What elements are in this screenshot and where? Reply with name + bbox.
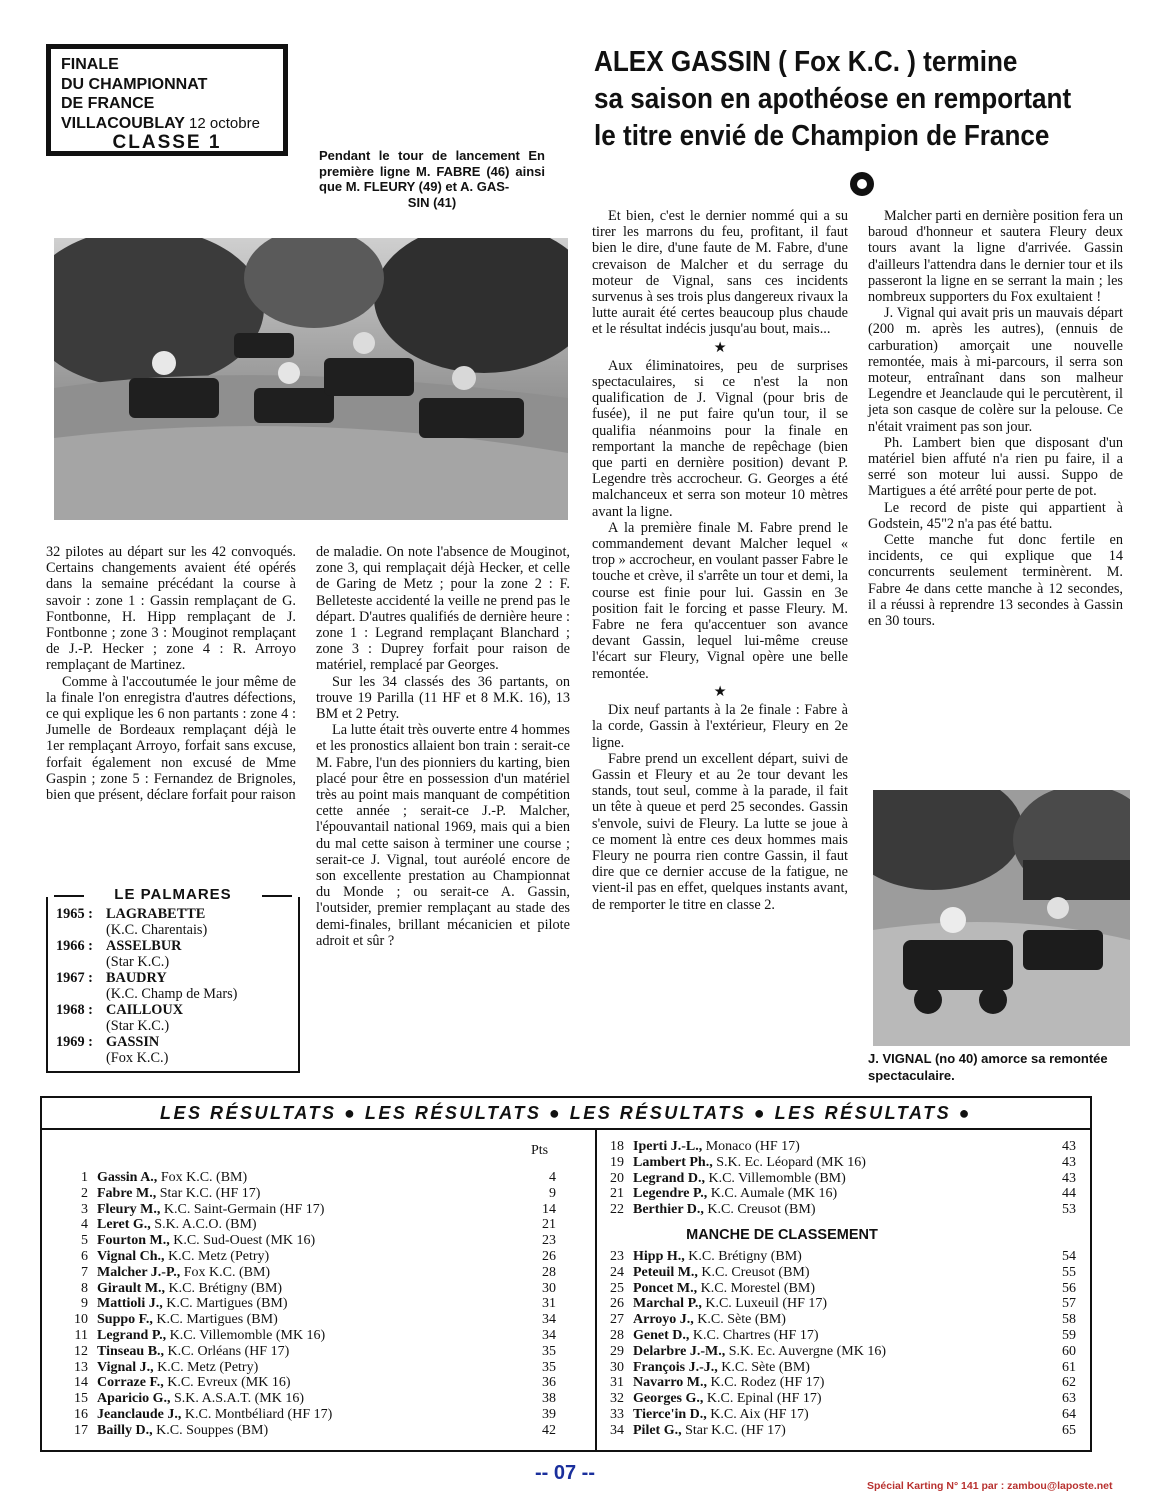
result-driver-name: Tinseau B., bbox=[97, 1343, 165, 1359]
result-row bbox=[60, 1296, 580, 1312]
result-rank: 18 bbox=[610, 1139, 624, 1154]
result-rank: 27 bbox=[610, 1312, 624, 1328]
result-rank: 15 bbox=[74, 1391, 88, 1407]
star-separator-2: ★ bbox=[713, 683, 727, 700]
result-club: K.C. Villemomble (BM) bbox=[704, 1170, 846, 1186]
result-points: 62 bbox=[1062, 1375, 1076, 1391]
result-driver-name: Arroyo J., bbox=[633, 1312, 694, 1328]
result-club: K.C. Epinal (HF 17) bbox=[703, 1391, 822, 1407]
results-list-right-top bbox=[596, 1139, 1086, 1218]
header-line-3: DE FRANCE bbox=[61, 95, 155, 112]
result-row bbox=[60, 1249, 580, 1265]
result-points: 4 bbox=[549, 1170, 556, 1185]
caption-top-text: Pendant le tour de lancement En première ligne M. FABRE (46) ainsi que M. FLEURY (49) et A. GAS- bbox=[319, 148, 545, 194]
palmares-winner bbox=[106, 938, 296, 970]
result-rank: 10 bbox=[74, 1312, 88, 1328]
result-row bbox=[60, 1170, 580, 1186]
result-club: S.K. Ec. Léopard (MK 16) bbox=[712, 1154, 866, 1170]
vignal-kart-photo bbox=[873, 790, 1130, 1046]
result-driver-name: Corraze F., bbox=[97, 1375, 164, 1391]
result-driver-name: Poncet M., bbox=[633, 1280, 698, 1296]
result-row bbox=[596, 1186, 1086, 1202]
result-club: K.C. Aix (HF 17) bbox=[706, 1406, 809, 1422]
result-row bbox=[596, 1296, 1086, 1312]
result-points: 30 bbox=[542, 1280, 556, 1296]
palmares-title: LE PALMARES bbox=[46, 886, 300, 903]
result-driver-name: Legrand P., bbox=[97, 1327, 167, 1343]
photo-caption-top bbox=[319, 148, 545, 210]
palmares-winner bbox=[106, 970, 296, 1002]
result-driver-name: François J.-J., bbox=[633, 1359, 718, 1375]
result-club: K.C. Sète (BM) bbox=[693, 1312, 786, 1328]
header-line-4 bbox=[61, 114, 283, 134]
col3-paragraph-2: Aux éliminatoires, peu de surprises spectaculaires, si ce n'est la non qualification de J. Vignal (pour bris de fusée), il ne put faire qu'un tour, il se qualifia néanmoins pour la finale en remportant la manche de repêchage (bien que parti en dernière position) devant P. Legendre très accrocheur. G. Georges a été malchanceux et serra son moteur 10 mètres avant la ligne. bbox=[592, 357, 848, 520]
article-column-2 bbox=[316, 544, 570, 949]
col2-paragraph-2: Sur les 34 classés des 36 partants, on trouve 19 Parilla (11 HF et 8 M.K. 16), 13 BM et 2 Petry. bbox=[316, 673, 570, 723]
result-rank: 20 bbox=[610, 1170, 624, 1186]
col1-paragraph-1: 32 pilotes au départ sur les 42 convoqués. Certains changements avaient été opérés dans la semaine précédant la course à savoir : zone 1 : Gassin remplaçant de G. Fontbonne, H. Hipp remplaçant de J. Fontbonne ; zone 3 : Mouginot remplaçant de J.-P. Hecker ; zone 4 : R. Arroyo remplaçant de Martinez. bbox=[46, 544, 296, 674]
result-driver-name: Aparicio G., bbox=[97, 1391, 171, 1407]
result-driver-name: Vignal Ch., bbox=[97, 1248, 165, 1264]
result-points: 23 bbox=[542, 1233, 556, 1249]
vignal-kart-photo-image bbox=[873, 790, 1130, 1046]
result-row bbox=[60, 1423, 580, 1439]
palmares-winner-club: (Star K.C.) bbox=[106, 1018, 170, 1034]
result-row bbox=[60, 1375, 580, 1391]
result-club: K.C. Montbéliard (HF 17) bbox=[181, 1406, 333, 1422]
result-driver-name: Genet D., bbox=[633, 1327, 690, 1343]
result-club: K.C. Metz (Petry) bbox=[153, 1359, 259, 1375]
result-rank: 31 bbox=[610, 1375, 624, 1391]
result-row bbox=[596, 1265, 1086, 1281]
result-points: 36 bbox=[542, 1375, 556, 1391]
header-line-1: FINALE bbox=[61, 56, 119, 73]
header-date: 12 octobre bbox=[189, 114, 260, 132]
race-start-photo bbox=[54, 238, 568, 520]
result-rank: 8 bbox=[81, 1280, 88, 1296]
result-driver-name: Legrand D., bbox=[633, 1170, 705, 1186]
result-points: 43 bbox=[1062, 1170, 1076, 1186]
result-club: K.C. Creusot (BM) bbox=[697, 1264, 810, 1280]
palmares-year: 1967 : bbox=[56, 970, 93, 986]
result-points: 44 bbox=[1062, 1186, 1076, 1202]
result-club: K.C. Morestel (BM) bbox=[697, 1280, 815, 1296]
result-club: Star K.C. (HF 17) bbox=[156, 1185, 261, 1201]
caption-top-last: SIN (41) bbox=[407, 194, 457, 210]
result-club: K.C. Aumale (MK 16) bbox=[707, 1186, 838, 1202]
page-number: -- 07 -- bbox=[535, 1462, 595, 1484]
result-points: 59 bbox=[1062, 1327, 1076, 1343]
palmares-winner-club: (Fox K.C.) bbox=[106, 1050, 169, 1066]
result-driver-name: Peteuil M., bbox=[633, 1264, 698, 1280]
result-driver-name: Georges G., bbox=[633, 1391, 704, 1407]
result-row bbox=[596, 1155, 1086, 1171]
result-row bbox=[596, 1391, 1086, 1407]
result-club: K.C. Luxeuil (HF 17) bbox=[701, 1296, 828, 1312]
result-row bbox=[596, 1249, 1086, 1265]
result-driver-name: Suppo F., bbox=[97, 1312, 153, 1328]
article-headline bbox=[594, 44, 1080, 155]
result-row bbox=[60, 1328, 580, 1344]
article-column-3 bbox=[592, 208, 848, 913]
manche-classement-title: MANCHE DE CLASSEMENT bbox=[686, 1227, 878, 1243]
result-driver-name: Fleury M., bbox=[97, 1201, 161, 1217]
result-points: 14 bbox=[542, 1201, 556, 1217]
col1-paragraph-2: Comme à l'accoutumée le jour même de la finale l'on enregistra d'autres défections, ce qui explique les 6 non partants : zone 4 : Jumelle de Bordeaux remplaçant déjà le 1er remplaçant Arroyo, forfait sans excuse, forfait également non excusé de Mme Gaspin ; zone 5 : Fernandez de Brignoles, bien que présent, déclare forfait pour raison bbox=[46, 673, 296, 804]
result-row bbox=[60, 1202, 580, 1218]
result-driver-name: Legendre P., bbox=[633, 1186, 708, 1202]
result-rank: 7 bbox=[81, 1264, 88, 1280]
result-row bbox=[596, 1360, 1086, 1376]
result-rank: 29 bbox=[610, 1343, 624, 1359]
palmares-item bbox=[56, 1002, 296, 1034]
result-rank: 23 bbox=[610, 1249, 624, 1264]
result-driver-name: Berthier D., bbox=[633, 1202, 704, 1218]
result-points: 56 bbox=[1062, 1280, 1076, 1296]
palmares-winner-club: (Star K.C.) bbox=[106, 954, 170, 970]
result-row bbox=[60, 1360, 580, 1376]
result-club: Star K.C. (HF 17) bbox=[681, 1422, 786, 1438]
result-rank: 30 bbox=[610, 1359, 624, 1375]
result-club: Fox K.C. (BM) bbox=[180, 1264, 271, 1280]
result-driver-name: Delarbre J.-M., bbox=[633, 1343, 726, 1359]
result-row bbox=[60, 1233, 580, 1249]
headline-line-2: sa saison en apothéose en remportant bbox=[594, 83, 1072, 115]
palmares-item bbox=[56, 906, 296, 938]
result-driver-name: Tierce'in D., bbox=[633, 1406, 707, 1422]
result-rank: 12 bbox=[74, 1343, 88, 1359]
result-rank: 2 bbox=[81, 1185, 88, 1201]
palmares-list bbox=[56, 906, 296, 1066]
result-club: K.C. Creusot (BM) bbox=[703, 1202, 816, 1218]
result-row bbox=[596, 1407, 1086, 1423]
headline-line-3: le titre envié de Champion de France bbox=[594, 120, 1050, 152]
result-points: 34 bbox=[542, 1312, 556, 1328]
result-points: 63 bbox=[1062, 1391, 1076, 1407]
result-rank: 24 bbox=[610, 1264, 624, 1280]
result-rank: 32 bbox=[610, 1391, 624, 1407]
result-driver-name: Vignal J., bbox=[97, 1359, 154, 1375]
result-rank: 6 bbox=[81, 1248, 88, 1264]
result-rank: 34 bbox=[610, 1422, 624, 1438]
result-row bbox=[60, 1265, 580, 1281]
result-points: 39 bbox=[542, 1406, 556, 1422]
result-driver-name: Marchal P., bbox=[633, 1296, 702, 1312]
result-row bbox=[596, 1423, 1086, 1439]
result-row bbox=[60, 1312, 580, 1328]
result-rank: 13 bbox=[74, 1359, 88, 1375]
results-list-right-bottom bbox=[596, 1249, 1086, 1439]
result-rank: 21 bbox=[610, 1186, 624, 1202]
article-column-4 bbox=[868, 208, 1123, 629]
palmares-winner bbox=[106, 906, 296, 938]
result-row bbox=[596, 1139, 1086, 1155]
result-driver-name: Malcher J.-P., bbox=[97, 1264, 181, 1280]
result-points: 9 bbox=[549, 1185, 556, 1201]
result-rank: 28 bbox=[610, 1327, 624, 1343]
palmares-winner-name: LAGRABETTE bbox=[106, 906, 206, 922]
result-points: 35 bbox=[542, 1359, 556, 1375]
result-row bbox=[596, 1281, 1086, 1297]
col4-paragraph-1: Malcher parti en dernière position fera un baroud d'honneur et sautera Fleury deux tours avant la ligne d'arrivée. Gassin d'ailleurs l'attendra dans le dernier tour et ils passeront la ligne en se serrant la main ; les nombreux supporters du Fox exultaient ! bbox=[868, 208, 1123, 306]
col4-paragraph-5: Cette manche fut donc fertile en incidents, ce qui explique que 14 concurrents seulement terminèrent. M. Fabre 4e dans cette manche à 12 secondes, il a réussi à reprendre 13 secondes à Gassin en 30 tours. bbox=[868, 532, 1123, 630]
result-rank: 11 bbox=[74, 1327, 88, 1343]
result-driver-name: Iperti J.-L., bbox=[633, 1139, 703, 1154]
result-row bbox=[60, 1407, 580, 1423]
result-rank: 25 bbox=[610, 1280, 624, 1296]
result-row bbox=[596, 1344, 1086, 1360]
result-row bbox=[60, 1344, 580, 1360]
result-rank: 17 bbox=[74, 1422, 88, 1438]
result-points: 28 bbox=[542, 1264, 556, 1280]
result-club: S.K. Ec. Auvergne (MK 16) bbox=[725, 1343, 886, 1359]
result-driver-name: Bailly D., bbox=[97, 1422, 153, 1438]
result-points: 31 bbox=[542, 1296, 556, 1312]
result-club: K.C. Sète (BM) bbox=[717, 1359, 810, 1375]
col4-paragraph-2: J. Vignal qui avait pris un mauvais départ (200 m. après les autres), (ennuis de carburation) amorçait une nouvelle remontée, mais à mi-parcours, il serra son moteur, entraînant dans son malheur Legendre et Jeanclaude qui le percutèrent, il jeta son casque de colère sur la pelouse. Ce n'était vraiment pas son jour. bbox=[868, 305, 1123, 435]
result-points: 43 bbox=[1062, 1139, 1076, 1154]
star-separator-1: ★ bbox=[713, 339, 727, 356]
col4-paragraph-3: Ph. Lambert bien que disposant d'un matériel bien affuté n'a rien pu faire, il a serré son moteur lui aussi. Suppo de Martigues a été arrêté pour perte de pot. bbox=[868, 434, 1123, 500]
result-driver-name: Girault M., bbox=[97, 1280, 166, 1296]
palmares-winner bbox=[106, 1002, 296, 1034]
palmares-winner-name: BAUDRY bbox=[106, 970, 167, 986]
headline-bullet-icon bbox=[850, 172, 874, 196]
result-rank: 19 bbox=[610, 1154, 624, 1170]
result-club: K.C. Martigues (BM) bbox=[162, 1296, 288, 1312]
col4-paragraph-4: Le record de piste qui appartient à Godstein, 45"2 n'a pas été battu. bbox=[868, 499, 1123, 532]
palmares-winner-name: GASSIN bbox=[106, 1034, 160, 1050]
result-points: 34 bbox=[542, 1327, 556, 1343]
palmares-winner-club: (K.C. Charentais) bbox=[106, 922, 208, 938]
result-driver-name: Jeanclaude J., bbox=[97, 1406, 182, 1422]
result-points: 38 bbox=[542, 1391, 556, 1407]
result-rank: 14 bbox=[74, 1375, 88, 1391]
result-points: 58 bbox=[1062, 1312, 1076, 1328]
result-driver-name: Navarro M., bbox=[633, 1375, 707, 1391]
result-driver-name: Pilet G., bbox=[633, 1422, 682, 1438]
result-rank: 22 bbox=[610, 1202, 624, 1218]
palmares-winner bbox=[106, 1034, 296, 1066]
result-rank: 5 bbox=[81, 1233, 88, 1249]
result-points: 64 bbox=[1062, 1406, 1076, 1422]
result-row bbox=[60, 1217, 580, 1233]
result-driver-name: Fourton M., bbox=[97, 1233, 170, 1249]
result-rank: 33 bbox=[610, 1406, 624, 1422]
result-row bbox=[596, 1312, 1086, 1328]
result-club: K.C. Souppes (BM) bbox=[152, 1422, 269, 1438]
result-club: Monaco (HF 17) bbox=[702, 1139, 800, 1154]
result-row bbox=[596, 1171, 1086, 1187]
result-points: 43 bbox=[1062, 1154, 1076, 1170]
footer-credit: Spécial Karting N° 141 par : zambou@laposte.net bbox=[867, 1480, 1113, 1492]
headline-line-1: ALEX GASSIN ( Fox K.C. ) termine bbox=[594, 46, 1018, 78]
points-header: Pts bbox=[531, 1143, 549, 1158]
result-points: 35 bbox=[542, 1343, 556, 1359]
palmares-year: 1969 : bbox=[56, 1034, 93, 1050]
result-driver-name: Fabre M., bbox=[97, 1185, 157, 1201]
result-row bbox=[60, 1186, 580, 1202]
palmares-year: 1965 : bbox=[56, 906, 93, 922]
result-rank: 26 bbox=[610, 1296, 624, 1312]
col3-paragraph-4: Dix neuf partants à la 2e finale : Fabre à la corde, Gassin à l'extérieur, Fleury en 2e ligne. bbox=[592, 702, 848, 751]
header-classe: CLASSE 1 bbox=[112, 132, 222, 153]
result-points: 55 bbox=[1062, 1264, 1076, 1280]
result-points: 53 bbox=[1062, 1202, 1076, 1218]
result-club: K.C. Villemomble (MK 16) bbox=[166, 1327, 326, 1343]
result-club: S.K. A.C.O. (BM) bbox=[150, 1217, 257, 1233]
result-club: K.C. Martigues (BM) bbox=[152, 1312, 278, 1328]
race-start-photo-image bbox=[54, 238, 568, 520]
palmares-winner-club: (K.C. Champ de Mars) bbox=[106, 986, 238, 1002]
result-club: K.C. Saint-Germain (HF 17) bbox=[160, 1201, 325, 1217]
result-driver-name: Mattioli J., bbox=[97, 1296, 163, 1312]
palmares-item bbox=[56, 938, 296, 970]
result-points: 26 bbox=[542, 1248, 556, 1264]
result-rank: 3 bbox=[81, 1201, 88, 1217]
result-driver-name: Hipp H., bbox=[633, 1249, 685, 1264]
result-points: 21 bbox=[542, 1217, 556, 1233]
result-points: 57 bbox=[1062, 1296, 1076, 1312]
result-club: S.K. A.S.A.T. (MK 16) bbox=[170, 1391, 305, 1407]
palmares-item bbox=[56, 1034, 296, 1066]
result-club: K.C. Rodez (HF 17) bbox=[707, 1375, 825, 1391]
result-rank: 4 bbox=[81, 1217, 88, 1233]
result-row bbox=[596, 1202, 1086, 1218]
col2-paragraph-3: La lutte était très ouverte entre 4 hommes et les pronostics allaient bon train : serait-ce M. Fabre, l'un des pionniers du karting, bien placé pour être en possession d'un matériel très au point mais manquant de compétition cette année ; serait-ce J.-P. Malcher, l'épouvantail national 1969, mais qui a bien du mal cette saison à terminer une course ; serait-ce J. Vignal, tout auréolé encore de son excellente prestation au Championnat du Monde ; ou serait-ce A. Gassin, l'outsider, premier remplaçant au stade des demi-finales, brillant mécanicien et pilote adroit et sûr ? bbox=[316, 722, 570, 949]
result-club: Fox K.C. (BM) bbox=[157, 1170, 248, 1185]
header-location: VILLACOUBLAY bbox=[61, 114, 185, 132]
result-row bbox=[60, 1281, 580, 1297]
result-rank: 16 bbox=[74, 1406, 88, 1422]
palmares-winner-name: ASSELBUR bbox=[106, 938, 182, 954]
palmares-item bbox=[56, 970, 296, 1002]
result-club: K.C. Orléans (HF 17) bbox=[164, 1343, 290, 1359]
result-points: 65 bbox=[1062, 1422, 1076, 1438]
result-points: 42 bbox=[542, 1422, 556, 1438]
results-banner: LES RÉSULTATS ● LES RÉSULTATS ● LES RÉSULTATS ● LES RÉSULTATS ● bbox=[40, 1096, 1092, 1130]
event-header-box bbox=[46, 44, 288, 156]
article-column-1 bbox=[46, 544, 296, 803]
result-row bbox=[596, 1328, 1086, 1344]
palmares-year: 1968 : bbox=[56, 1002, 93, 1018]
result-points: 61 bbox=[1062, 1359, 1076, 1375]
result-driver-name: Gassin A., bbox=[97, 1170, 158, 1185]
result-row bbox=[596, 1375, 1086, 1391]
col2-paragraph-1: de maladie. On note l'absence de Mouginot, zone 3, qui remplaçait déjà Hecker, et celle de Garing de Metz ; pour la zone 2 : F. Belleteste accidenté la veille ne prend pas le départ. D'autres qualifiés de dernière heure : zone 1 : Legrand remplaçant Blanchard ; zone 3 : Duprey forfait pour raison de matériel, remplacé par Georges. bbox=[316, 544, 570, 674]
palmares-year: 1966 : bbox=[56, 938, 93, 954]
col3-paragraph-1: Et bien, c'est le dernier nommé qui a su tirer les marrons du feu, profitant, il faut bien le dire, d'une faute de M. Fabre, d'une crevaison de Malcher et du serrage du moteur de Vignal, sans ces incidents survenus à ses trois plus dangereux rivaux la lutte aurait été certes beaucoup plus chaude et le résultat indécis jusqu'au bout, mais... bbox=[592, 208, 848, 338]
col3-paragraph-5: Fabre prend un excellent départ, suivi de Gassin et Fleury et au 2e tour devant les stands, tout seul, comme à la parade, il fait un tête à queue et perd 25 secondes. Gassin s'envole, suivi de Fleury. La lutte se joue à ce moment là entre ces deux hommes mais Fleury ne pourra rien contre Gassin, il faut dire que ce dernier accuse de la fatigue, ne vient-il pas en effet, quelques instants avant, de remporter le titre en classe 2. bbox=[592, 750, 848, 913]
result-club: K.C. Brétigny (BM) bbox=[165, 1280, 283, 1296]
result-rank: 9 bbox=[81, 1296, 88, 1312]
result-club: K.C. Sud-Ouest (MK 16) bbox=[169, 1233, 316, 1249]
result-points: 54 bbox=[1062, 1249, 1076, 1264]
header-line-2: DU CHAMPIONNAT bbox=[61, 75, 208, 93]
result-club: K.C. Metz (Petry) bbox=[164, 1248, 270, 1264]
result-rank: 1 bbox=[81, 1170, 88, 1185]
result-club: K.C. Chartres (HF 17) bbox=[689, 1327, 819, 1343]
result-club: K.C. Evreux (MK 16) bbox=[163, 1375, 291, 1391]
result-driver-name: Leret G., bbox=[97, 1217, 151, 1233]
result-points: 60 bbox=[1062, 1343, 1076, 1359]
result-club: K.C. Brétigny (BM) bbox=[684, 1249, 802, 1264]
results-list-left bbox=[60, 1170, 580, 1439]
result-driver-name: Lambert Ph., bbox=[633, 1154, 713, 1170]
result-row bbox=[60, 1391, 580, 1407]
photo-caption-bottom: J. VIGNAL (no 40) amorce sa remontée spectaculaire. bbox=[868, 1051, 1108, 1083]
palmares-winner-name: CAILLOUX bbox=[106, 1002, 184, 1018]
col3-paragraph-3: A la première finale M. Fabre prend le commandement devant Malcher lequel « trop » accrocheur, en voulant passer Fabre le touche et crève, il s'arrête un tour et demi, la course est finie pour lui. Gassin en 3e position fait le forcing et passe Fleury. M. Fabre ne fera qu'accentuer son avance devant Gassin, lequel lui-même creuse l'écart sur Fleury, Vignal opère une belle remontée. bbox=[592, 519, 848, 682]
